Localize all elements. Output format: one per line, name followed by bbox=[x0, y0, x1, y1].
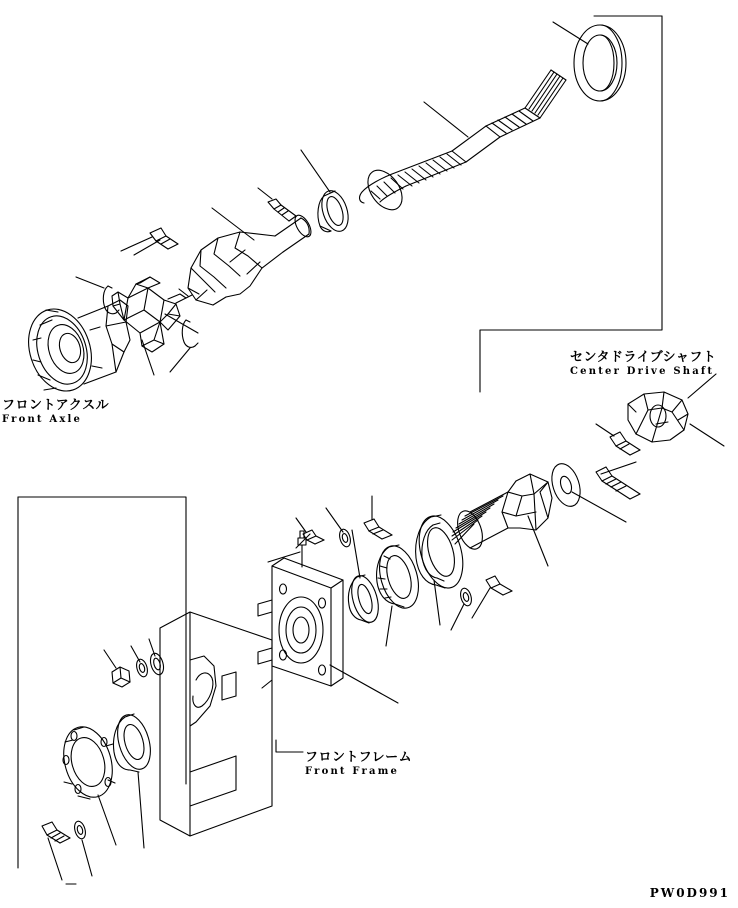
leader-cross-2 bbox=[142, 340, 154, 375]
front-axle-flange bbox=[18, 300, 130, 399]
leader-bolt-yoke-top bbox=[258, 188, 272, 199]
label-front-axle-en: Front Axle bbox=[2, 414, 83, 425]
leader-washer-left-1 bbox=[131, 646, 140, 662]
leader-grease-nipple bbox=[179, 289, 188, 296]
bolt-long-right bbox=[596, 467, 640, 499]
leader-spacer-ring bbox=[352, 530, 360, 578]
spline-shaft bbox=[360, 70, 566, 216]
leader-companion-flange bbox=[528, 516, 548, 566]
center-drive-shaft-yoke bbox=[628, 392, 688, 442]
washer-housing-top bbox=[338, 528, 353, 548]
hex-nut-left bbox=[112, 667, 130, 687]
oil-seal-bottom-left bbox=[112, 711, 156, 773]
bolt-left-upper bbox=[150, 228, 178, 249]
leader-bolt-housing-right bbox=[472, 588, 490, 618]
leader-front-frame bbox=[262, 680, 272, 688]
snap-ring-right bbox=[182, 320, 198, 347]
leader-seal-retainer bbox=[98, 795, 116, 845]
leader-front-frame-label bbox=[276, 740, 303, 752]
leader-cross bbox=[165, 314, 198, 333]
leader-washer-small-right bbox=[451, 604, 464, 630]
leader-housing bbox=[268, 552, 300, 562]
bolt-housing-top bbox=[364, 519, 392, 539]
washer-small-right bbox=[459, 587, 474, 607]
leader-bolt-bottom-left bbox=[48, 838, 62, 880]
leader-bolt-left-upper-2 bbox=[134, 240, 160, 255]
leader-bolt-left-upper bbox=[121, 237, 152, 251]
washer-right bbox=[547, 460, 585, 510]
leader-spline-shaft bbox=[424, 102, 468, 137]
seal-retainer-bottom-left bbox=[56, 721, 120, 803]
leader-hex-nut-left bbox=[104, 650, 116, 668]
oil-seal-top-right bbox=[574, 25, 626, 101]
bolt-housing-right bbox=[486, 576, 512, 595]
bolt-yoke-top bbox=[268, 199, 296, 221]
label-front-frame-en: Front Frame bbox=[305, 766, 400, 777]
label-front-axle bbox=[2, 398, 109, 426]
front-frame-plate bbox=[160, 612, 272, 836]
leader-snap-ring-right bbox=[170, 348, 190, 372]
leader-washer-bottom-left bbox=[82, 840, 92, 876]
bolt-center-yoke bbox=[610, 432, 640, 455]
leader-oil-seal-bottom-left bbox=[138, 772, 144, 848]
companion-flange bbox=[452, 474, 552, 553]
leader-dust-seal-ring-top bbox=[301, 150, 330, 192]
figure-part-number: PW0D991 bbox=[649, 886, 730, 900]
leader-housing-2 bbox=[330, 665, 398, 703]
leader-oil-seal bbox=[553, 22, 588, 44]
leader-bearing-cone-mid bbox=[386, 606, 392, 646]
leader-bolt-center-yoke bbox=[596, 424, 614, 436]
label-center-drive-shaft-en: Center Drive Shaft bbox=[570, 366, 715, 377]
washer-left-1 bbox=[135, 658, 150, 678]
spacer-ring bbox=[347, 573, 383, 626]
universal-joint-cross bbox=[112, 277, 192, 352]
bearing-cone-mid bbox=[373, 541, 425, 612]
leader-washer-right bbox=[572, 492, 626, 522]
dust-seal-ring-top bbox=[317, 187, 353, 234]
leader-grease-nipple-housing bbox=[296, 518, 306, 532]
leader-snap-ring-left bbox=[76, 277, 104, 288]
washer-left-2 bbox=[148, 652, 166, 676]
label-center-drive-shaft-jp: センタドライブシャフト bbox=[570, 350, 717, 365]
snap-ring-left bbox=[103, 286, 119, 314]
bottom-group-boundary bbox=[18, 497, 186, 868]
label-front-frame bbox=[305, 750, 412, 778]
label-front-axle-jp: フロントアクスル bbox=[2, 398, 110, 413]
bolt-bottom-left bbox=[42, 822, 70, 843]
leader-center-yoke-2 bbox=[690, 424, 724, 446]
bearing-support-housing bbox=[258, 531, 343, 686]
leader-flange-yoke-top bbox=[212, 208, 254, 240]
label-center-drive-shaft bbox=[570, 350, 716, 378]
tapered-roller-bearing-large bbox=[412, 511, 471, 593]
top-group-boundary bbox=[480, 16, 662, 392]
leader-washer-left-2 bbox=[149, 639, 155, 656]
washer-bottom-left bbox=[73, 820, 88, 840]
leader-washer-housing-top bbox=[326, 508, 343, 532]
label-front-frame-jp: フロントフレーム bbox=[305, 750, 413, 765]
leader-bearing-large bbox=[434, 580, 440, 625]
flange-yoke-top bbox=[188, 213, 314, 305]
